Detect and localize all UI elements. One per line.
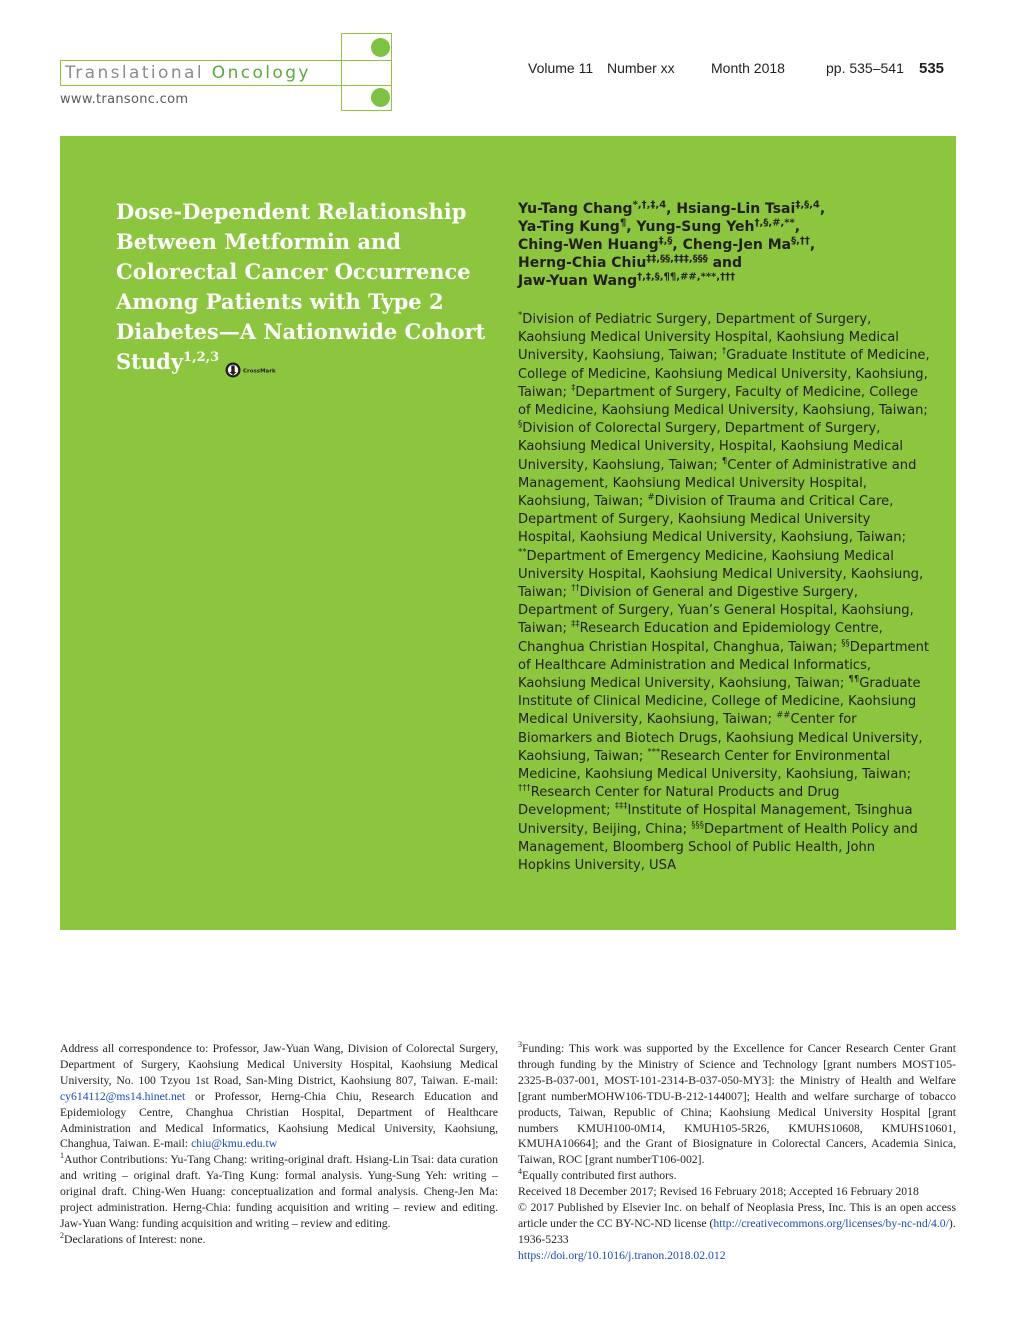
affiliation-text: Institute of Hospital Management, Tsinghua University, Beijing, China; xyxy=(518,803,913,837)
issue-number: Number xx xyxy=(607,60,675,76)
author-name: Herng-Chia Chiu xyxy=(518,255,647,271)
affiliation-text: Department of Surgery, Faculty of Medicine, College of Medicine, Kaohsiung Medical University, Kaohsiung, Taiwan; xyxy=(518,384,928,419)
affiliation-mark: ‡ xyxy=(571,383,576,394)
author xyxy=(518,273,735,289)
email-link-2[interactable]: chiu@kmu.edu.tw xyxy=(191,1137,278,1151)
logo-dot-icon xyxy=(371,38,390,57)
affiliation-mark: †† xyxy=(571,583,580,594)
footnotes-left xyxy=(60,1041,498,1248)
author-separator: , xyxy=(672,237,683,253)
affiliation-text: Graduate Institute of Medicine, College of Medicine, Kaohsiung Medical University, Kaohsiung, Taiwan; xyxy=(518,348,930,400)
doi-link[interactable]: https://doi.org/10.1016/j.tranon.2018.02.012 xyxy=(518,1248,726,1262)
affiliation-text: Center of Administrative and Management, Kaohsiung Medical University Hospital, Kaohsiung, Taiwan; xyxy=(518,457,917,510)
affiliation-text: Division of Trauma and Critical Care, Department of Surgery, Kaohsiung Medical University Hospital, Kaohsiung Medical University, Kaohsiung, Taiwan; xyxy=(518,494,906,546)
author-name: Ching-Wen Huang xyxy=(518,237,659,253)
copyright-text: © 2017 Published by Elsevier Inc. on behalf of Neoplasia Press, Inc. This is an open access article under the CC BY-NC-ND license ( xyxy=(518,1201,956,1230)
issn: 1936-5233 xyxy=(518,1232,569,1246)
footnote-mark: 4 xyxy=(518,1167,522,1177)
author-separator: , xyxy=(794,219,801,235)
author-affiliation-marks: †,§,#,** xyxy=(754,217,795,229)
affiliation-mark: ## xyxy=(776,711,791,722)
affiliation-text: Division of Pediatric Surgery, Department of Surgery, Kaohsiung Medical University Hospital, Kaohsiung Medical University, Kaohsiung, Taiwan; xyxy=(518,312,899,364)
crossmark-label: CrossMark xyxy=(243,368,276,374)
journal-url-link[interactable]: www.transonc.com xyxy=(60,92,189,107)
affiliation-mark: † xyxy=(721,347,727,358)
footnote-2 xyxy=(60,1232,498,1248)
affiliation-mark: ‡‡‡ xyxy=(614,802,628,813)
footnote-mark: 1 xyxy=(60,1151,64,1161)
author-affiliation-marks: ¶ xyxy=(619,217,627,229)
doi-paragraph xyxy=(518,1248,956,1264)
email-link-1[interactable]: cy614112@ms14.hinet.net xyxy=(60,1089,186,1103)
article-title xyxy=(116,197,486,377)
author xyxy=(518,201,676,217)
issue-volume: Volume 11 xyxy=(528,60,594,76)
author xyxy=(683,237,816,253)
correspondence-note xyxy=(60,1041,498,1152)
footnote-text: Equally contributed first authors. xyxy=(522,1169,677,1183)
author-separator: , xyxy=(626,219,637,235)
journal-name-part1: Translational xyxy=(65,63,204,83)
affiliation xyxy=(518,385,928,418)
copyright-note xyxy=(518,1200,956,1232)
affiliation-mark: ** xyxy=(518,547,527,558)
affiliation-text: Research Center for Environmental Medicine, Kaohsiung Medical University, Kaohsiung, Taiwan; xyxy=(518,748,912,783)
author-separator: , xyxy=(809,237,816,253)
license-link[interactable]: http://creativecommons.org/licenses/by-nc-nd/4.0/ xyxy=(713,1216,949,1230)
affiliation-mark: *** xyxy=(647,747,661,758)
logo-dot-icon xyxy=(371,88,390,107)
footnote-3 xyxy=(518,1041,956,1168)
affiliation xyxy=(518,621,883,654)
affiliation-text: Department of Health Policy and Management, Bloomberg School of Public Health, John Hopkins University, USA xyxy=(518,821,918,874)
affiliation-mark: § xyxy=(518,419,523,430)
footnote-1 xyxy=(60,1152,498,1232)
author-separator: , xyxy=(666,201,677,217)
affiliation-text: Division of General and Digestive Surgery, Department of Surgery, Yuan’s General Hospital, Kaohsiung, Taiwan; xyxy=(518,585,914,637)
affiliation-mark: §§§ xyxy=(691,820,704,831)
author xyxy=(676,201,825,217)
crossmark-icon[interactable] xyxy=(225,356,281,372)
author-affiliation-marks: †,‡,§,¶¶,##,***,††† xyxy=(637,271,736,283)
author-name: Yung-Sung Yeh xyxy=(636,219,755,235)
correspondence-text: Address all correspondence to: Professor, Jaw-Yuan Wang, Division of Colorectal Surgery, Department of Surgery, Kaohsiung Medical University Hospital, Kaohsiung Medical University, No. 100 Tzyou 1st Road, San-Ming District, Kaohsiung 807, Taiwan. E-mail: xyxy=(60,1042,498,1087)
author-separator: , xyxy=(819,201,826,217)
affiliation-text: Research Education and Epidemiology Centre, Changhua Christian Hospital, Changhua, Taiwan; xyxy=(518,621,883,655)
footnote-text: Declarations of Interest: none. xyxy=(64,1232,206,1246)
affiliation-text: Division of Colorectal Surgery, Department of Surgery, Kaohsiung Medical University, Hospital, Kaohsiung Medical University, Kaohsiung, Taiwan; xyxy=(518,421,904,473)
affiliation-mark: ¶ xyxy=(721,456,728,467)
author-affiliation-marks: §,†† xyxy=(791,235,810,247)
correspondence-text-2: or Professor, Herng-Chia Chiu, Research Education and Epidemiology Centre, Changhua Christian Hospital, Department of Healthcare Administration and Medical Informatics, Kaohsiung Medical University, Kaohsiung, Changhua, Taiwan. E-mail: xyxy=(60,1089,498,1151)
author-affiliation-marks: ‡,§ xyxy=(658,235,673,247)
author xyxy=(518,219,636,235)
affiliation-mark: ‡‡ xyxy=(571,620,580,631)
affiliation-mark: * xyxy=(518,310,523,321)
footnote-4 xyxy=(518,1168,956,1184)
author-list xyxy=(518,200,928,290)
author-name: Yu-Tang Chang xyxy=(518,201,633,217)
footnote-mark: 3 xyxy=(518,1040,522,1050)
journal-logo-band xyxy=(341,60,392,86)
journal-name xyxy=(65,62,311,84)
footnotes-right xyxy=(518,1041,956,1264)
title-footnote-marks: 1,2,3 xyxy=(183,350,220,365)
author-separator: and xyxy=(707,255,743,271)
issue-pages: pp. 535–541 xyxy=(826,60,904,76)
article-title-text: Dose-Dependent Relationship Between Metformin and Colorectal Cancer Occurrence Among Patients with Type 2 Diabetes—A Nationwide Cohort Study xyxy=(116,199,486,374)
author-affiliation-marks: ‡‡,§§,‡‡‡,§§§ xyxy=(646,253,708,265)
footnote-text: Funding: This work was supported by the Excellence for Cancer Research Center Grant through funding by the Ministry of Science and Technology [grant numbers MOST105-2325-B-037-001, MOST-101-2314-B-037-050-MY3]: the Ministry of Health and Welfare [grant numberMOHW106-TDU-B-212-144007]; Health and welfare surcharge of tobacco products, Taiwan, Republic of China; Kaohsiung Medical University Hospital [grant numbers KMUH100-0M14, KMUH105-5R26, KMUHS10608, KMUHS10601, KMUHA10664]; and the Grant of Biosignature in Colorectal Cancers, Academia Sinica, Taiwan, ROC [grant numberT106-002]. xyxy=(518,1042,956,1167)
author xyxy=(518,255,742,271)
page-number: 535 xyxy=(919,60,945,77)
author-affiliation-marks: ‡,§,4 xyxy=(795,199,820,211)
footnote-mark: 2 xyxy=(60,1230,64,1240)
author-name: Cheng-Jen Ma xyxy=(682,237,792,253)
issue-month: Month 2018 xyxy=(711,60,785,76)
journal-name-box xyxy=(60,60,342,86)
affiliation-text: Department of Healthcare Administration and Medical Informatics, Kaohsiung Medical University, Kaohsiung, Taiwan; xyxy=(518,639,929,692)
author xyxy=(636,219,800,235)
author-affiliation-marks: *,†,‡,4 xyxy=(632,199,667,211)
received-dates: Received 18 December 2017; Revised 16 February 2018; Accepted 16 February 2018 xyxy=(518,1185,919,1199)
affiliation-text: Center for Biomarkers and Biotech Drugs, Kaohsiung Medical University, Kaohsiung, Taiwan; xyxy=(518,712,923,764)
affiliation-mark: §§ xyxy=(841,638,850,649)
affiliation-text: Research Center for Natural Products and Drug Development; xyxy=(518,785,840,819)
author-name: Hsiang-Lin Tsai xyxy=(676,201,796,217)
author-name: Ya-Ting Kung xyxy=(518,219,620,235)
affiliation-mark: ¶¶ xyxy=(848,674,860,685)
affiliation-mark: ††† xyxy=(518,783,531,794)
journal-name-part2: Oncology xyxy=(211,63,311,83)
footnote-text: Author Contributions: Yu-Tang Chang: writing-original draft. Hsiang-Lin Tsai: data curation and writing – original draft. Ya-Ting Kung: formal analysis. Yung-Sung Yeh: writing – original draft. Ching-Wen Huang: conceptualization and formal analysis. Cheng-Jen Ma: project administration. Herng-Chia: funding acquisition and writing – review and editing. Jaw-Yuan Wang: funding acquisition and writing – review and editing. xyxy=(60,1153,498,1230)
copyright-text-end: ). xyxy=(948,1216,956,1230)
author xyxy=(518,237,683,253)
issue-info xyxy=(528,60,956,80)
author-name: Jaw-Yuan Wang xyxy=(518,273,638,289)
affiliation-text: Graduate Institute of Clinical Medicine, College of Medicine, Kaohsiung Medical University, Kaohsiung, Taiwan; xyxy=(518,676,921,728)
affiliation-mark: # xyxy=(647,492,655,503)
affiliation-list xyxy=(518,311,930,875)
affiliation-text: Department of Emergency Medicine, Kaohsiung Medical University Hospital, Kaohsiung Medical University, Kaohsiung, Taiwan; xyxy=(518,548,924,601)
